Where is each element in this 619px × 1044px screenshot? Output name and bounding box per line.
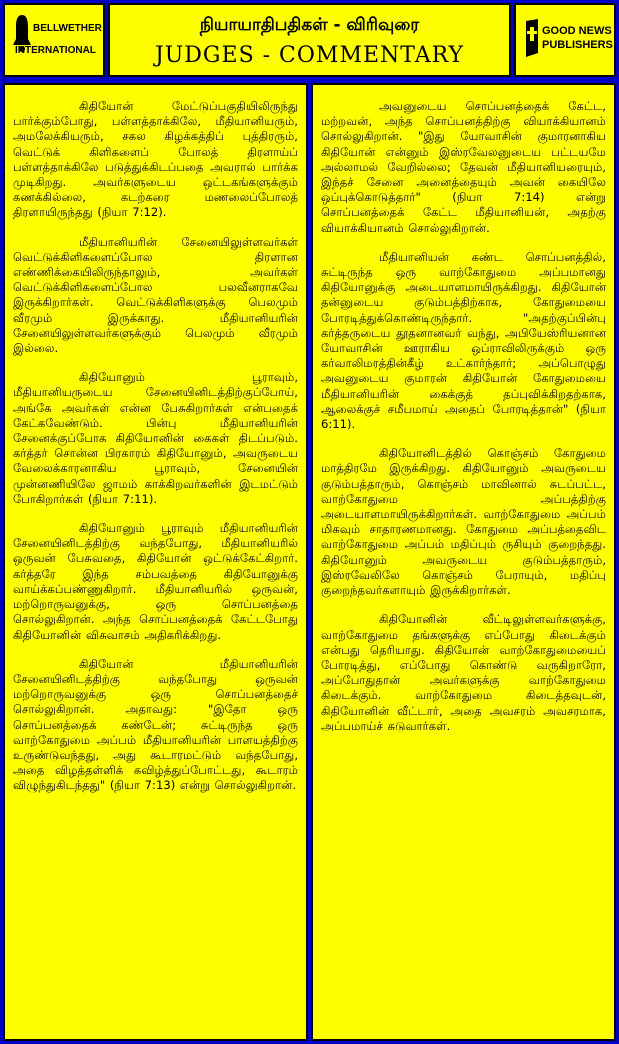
paragraph: கிதியோன் மீதியானியரின் சேனையினிடத்திற்கு வந்தபோது ஒருவன் மற்றொருவனுக்கு ஒரு சொப்பனத்தைச் சொல்லுகிறான். அதாவது: "இதோ ஒரு சொப்பனத்தைக் கண்டேன்; சுட்டிருந்த ஒரு வாற்கோதுமை அப்பம் மீதியானியரின் பாளயத்திற்கு உருண்டுவந்தது, அது கூடாரமட்டும் வந்தபோது, அதை விழத்தள்ளிக் கவிழ்த்துப்போட்டது, கூடாரம் விழுந்துகிடந்தது" (நியா 7:13) என்று சொல்லுகிறான். bbox=[13, 656, 298, 793]
title-box bbox=[108, 3, 511, 77]
paragraph: கிதியோனும் பூராவும், மீதியானியருடைய சேனையினிடத்திற்குப்போய், அங்கே அவர்கள் என்ன பேசுகிறார்கள் என்பதைக் கேட்கவேண்டும். பின்பு மீதியானியரின் சேனைக்குப்போக கிதியோனின் கைகள் திடப்படும். கர்த்தர் சொன்ன பிரகாரம் கிதியோனும், அவருடைய வேலைக்காரனாகிய பூராவும், சேனையின் முன்னணியிலே ஜாமம் காக்கிறவர்களின் இடமட்டும் போகிறார்கள் (நியா 7:11). bbox=[13, 370, 298, 506]
page-header bbox=[3, 3, 616, 77]
paragraph: அவனுடைய சொப்பனத்தைக் கேட்ட, மற்றவன், அந்த சொப்பனத்திற்கு வியாக்கியானம் சொல்லுகிறான். "இது யோவாசின் குமாரனாகிய கிதியோன் என்னும் இஸ்ரவேலனுடைய பட்டயமே அல்லாமல் வேறில்லை; தேவன் மீதியானியரையும், இந்தச் சேனை அனைத்தையும் அவன் கையிலே ஒப்புக்கொடுத்தார்" (நியா 7:14) என்று சொப்பனத்தைக் கேட்ட மீதியானியன், அதற்கு வியாக்கியானம் சொல்லுகிறான். bbox=[321, 99, 606, 235]
good-news-line2: PUBLISHERS bbox=[542, 39, 613, 51]
paragraph: கிதியோனிடத்தில் கொஞ்சம் கோதுமை மாத்திரமே இருக்கிறது. கிதியோனும் அவருடைய குடும்பத்தாரும், கொஞ்சம் மாவினால் சுடப்பட்ட, வாற்கோதுமை அப்பத்திற்கு அடையாளமாயிருக்கிறார்கள். வாற்கோதுமை அப்பம் மிகவும் சாதாரணமானது. கோதுமை அப்பத்தைவிட வாற்கோதுமை அப்பம் மதிப்பும் ருசியும் குறைந்தது. கிதியோனும் அவருடைய குடும்பத்தாரும், இஸ்ரவேலிலே கொஞ்சம் பேராயும், மதிப்பு குறைந்தவர்களாயும் இருக்கிறார்கள். bbox=[321, 446, 606, 598]
bellwether-logo bbox=[3, 3, 105, 77]
page-title-english: JUDGES - COMMENTARY bbox=[154, 43, 465, 68]
bellwether-line2: INTERNATIONAL bbox=[15, 45, 96, 56]
paragraph: மீதியானியரின் சேனையிலுள்ளவர்கள் வெட்டுக்கிளிகளைப்போல திரளான எண்ணிக்கையிலிருந்தாலும், அவர்கள் வெட்டுக்கிளிகளைப்போல பலவீனராகவே இருக்கிறார்கள். வெட்டுக்கிளிகளுக்கு பெலமும் வீரமும் இருக்காது. மீதியானியரின் சேனையிலுள்ளவர்களுக்கும் பெலமும் வீரமும் இல்லை. bbox=[13, 234, 298, 356]
paragraph: கிதியோன் மேட்டுப்பகுதியிலிருந்து பார்க்கும்போது, பள்ளத்தாக்கிலே, மீதியானியரும், அமலேக்கியரும், சகல கிழக்கத்திப் புத்திரரும், வெட்டுக் கிளிகளைப் போலத் திரளாய்ப் பள்ளத்தாக்கிலே படுத்துக்கிடப்பதை அவரால் பார்க்க முடிகிறது. அவர்களுடைய ஒட்டகங்களுக்கும் கணக்கில்லை, கடற்கரை மணலைப்போலத் திரளாயிருந்தது (நியா 7:12). bbox=[13, 99, 298, 220]
good-news-line1: GOOD NEWS bbox=[542, 25, 612, 37]
right-column bbox=[311, 83, 616, 1041]
paragraph: கிதியோனும் பூராவும் மீதியானியரின் சேனையினிடத்திற்கு வந்தபோது, மீதியானியரில் ஒருவன் பேசுவதை, கிதியோன் ஒட்டுக்கேட்கிறார். கர்த்தரே இந்த சம்பவத்தை கிதியோனுக்கு வாய்க்கப்பண்ணுகிறார். மீதியானியரில் ஒருவன், மற்றொருவனுக்கு, ஒரு சொப்பனத்தை சொல்லுகிறான். அந்த சொப்பனத்தைக் கேட்டபோது கிதியோனின் விசுவாசம் அதிகரிக்கிறது. bbox=[13, 521, 298, 642]
bellwether-line1: BELLWETHER bbox=[33, 23, 102, 34]
paragraph: கிதியோனின் வீட்டிலுள்ளவர்களுக்கு, வாற்கோதுமை தங்களுக்கு எப்போது கிடைக்கும் என்பது தெரியாது. கிதியோன் வாற்கோதுமையைப் போரடித்து, எப்போது கொண்டு வருகிறாரோ, அப்போதுதான் அவர்களுக்கு வாற்கோதுமை கிடைக்கும். வாற்கோதுமை கிடைத்தவுடன், கிதியோனின் வீட்டார், அதை அவசரம் அவசரமாக, அப்பமாய்ச் சுடுவார்கள். bbox=[321, 612, 606, 733]
page-title-tamil: நியாயாதிபதிகள் - விரிவுரை bbox=[199, 15, 420, 35]
paragraph: மீதியானியன் கண்ட சொப்பனத்தில், சுட்டிருந்த ஒரு வாற்கோதுமை அப்பமானது கிதியோனுக்கு அடையாளமாயிருக்கிறது. கிதியோன் தன்னுடைய குடும்பத்திற்காக, கோதுமையை போரடித்துக்கொண்டிருந்தார். "அதற்குப்பின்பு கர்த்தருடைய தூதனானவர் வந்து, அபியேஸ்ரியனான யோவாசின் ஊராகிய ஒப்ராவிலிருக்கும் ஒரு கர்வாலிமரத்தின்கீழ் உட்கார்ந்தார்; அப்பொழுது அவனுடைய குமாரன் கிதியோன் கோதுமையை மீதியானியரின் கைக்குத் தப்புவிக்கிறதற்காக, ஆலைக்குச் சமீபமாய் அதைப் போரடித்தான்" (நியா 6:11). bbox=[321, 249, 606, 432]
book-icon bbox=[524, 17, 540, 59]
good-news-logo bbox=[514, 3, 616, 77]
left-column bbox=[3, 83, 308, 1041]
